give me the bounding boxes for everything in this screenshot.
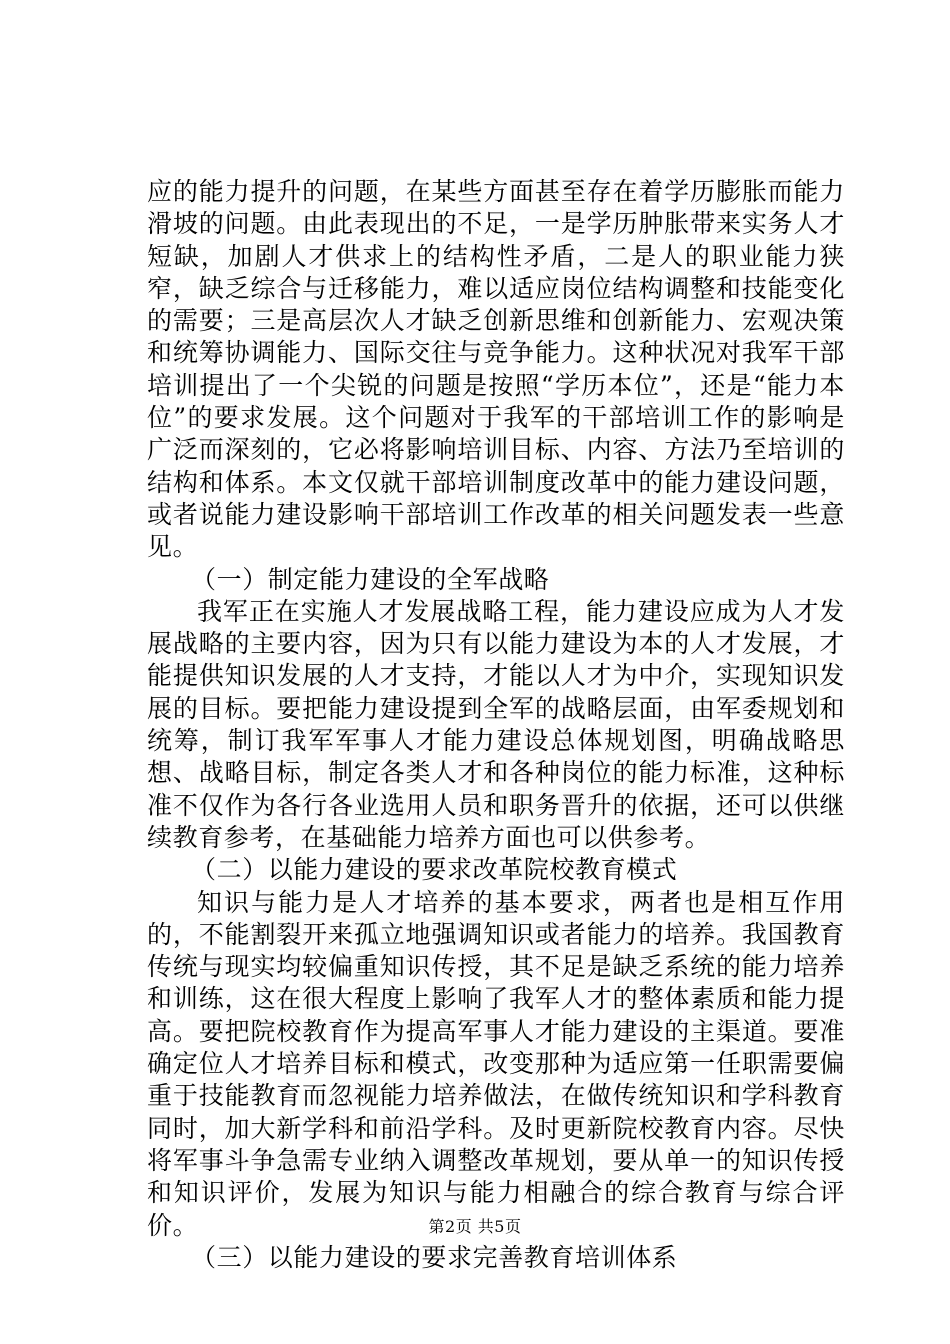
paragraph-intro-continuation: 应的能力提升的问题，在某些方面甚至存在着学历膨胀而能力滑坡的问题。由此表现出的不足，一是学历肿胀带来实务人才短缺，加剧人才供求上的结构性矛盾，二是人的职业能力狭窄，缺乏综合与迁移能力，难以适应岗位结构调整和技能变化的需要；三是高层次人才缺乏创新思维和创新能力、宏观决策和统筹协调能力、国际交往与竞争能力。这种状况对我军干部培训提出了一个尖锐的问题是按照“学历本位”，还是“能力本位”的要求发展。这个问题对于我军的干部培训工作的影响是广泛而深刻的，它必将影响培训目标、内容、方法乃至培训的结构和体系。本文仅就干部培训制度改革中的能力建设问题，或者说能力建设影响干部培训工作改革的相关问题发表一些意见。 bbox=[147, 177, 845, 562]
paragraph-section-2: 知识与能力是人才培养的基本要求，两者也是相互作用的，不能割裂开来孤立地强调知识或者能力的培养。我国教育传统与现实均较偏重知识传授，其不足是缺乏系统的能力培养和训练，这在很大程度上影响了我军人才的整体素质和能力提高。要把院校教育作为提高军事人才能力建设的主渠道。要准确定位人才培养目标和模式，改变那种为适应第一任职需要偏重于技能教育而忽视能力培养做法，在做传统知识和学科教育同时，加大新学科和前沿学科。及时更新院校教育内容。尽快将军事斗争急需专业纳入调整改革规划，要从单一的知识传授和知识评价，发展为知识与能力相融合的综合教育与综合评价。 bbox=[147, 887, 845, 1240]
section-heading-3: （三）以能力建设的要求完善教育培训体系 bbox=[191, 1242, 678, 1272]
section-heading-1: （一）制定能力建设的全军战略 bbox=[191, 564, 550, 594]
paragraph-section-1: 我军正在实施人才发展战略工程，能力建设应成为人才发展战略的主要内容，因为只有以能力建设为本的人才发展，才能提供知识发展的人才支持，才能以人才为中介，实现知识发展的目标。要把能力建设提到全军的战略层面，由军委规划和统筹，制订我军军事人才能力建设总体规划图，明确战略思想、战略目标，制定各类人才和各种岗位的能力标准，这种标准不仅作为各行各业选用人员和职务晋升的依据，还可以供继续教育参考，在基础能力培养方面也可以供参考。 bbox=[147, 596, 845, 852]
document-body bbox=[147, 176, 845, 1274]
page-number-footer: 第2页 共5页 bbox=[428, 1217, 522, 1236]
section-heading-2: （二）以能力建设的要求改革院校教育模式 bbox=[191, 855, 678, 885]
